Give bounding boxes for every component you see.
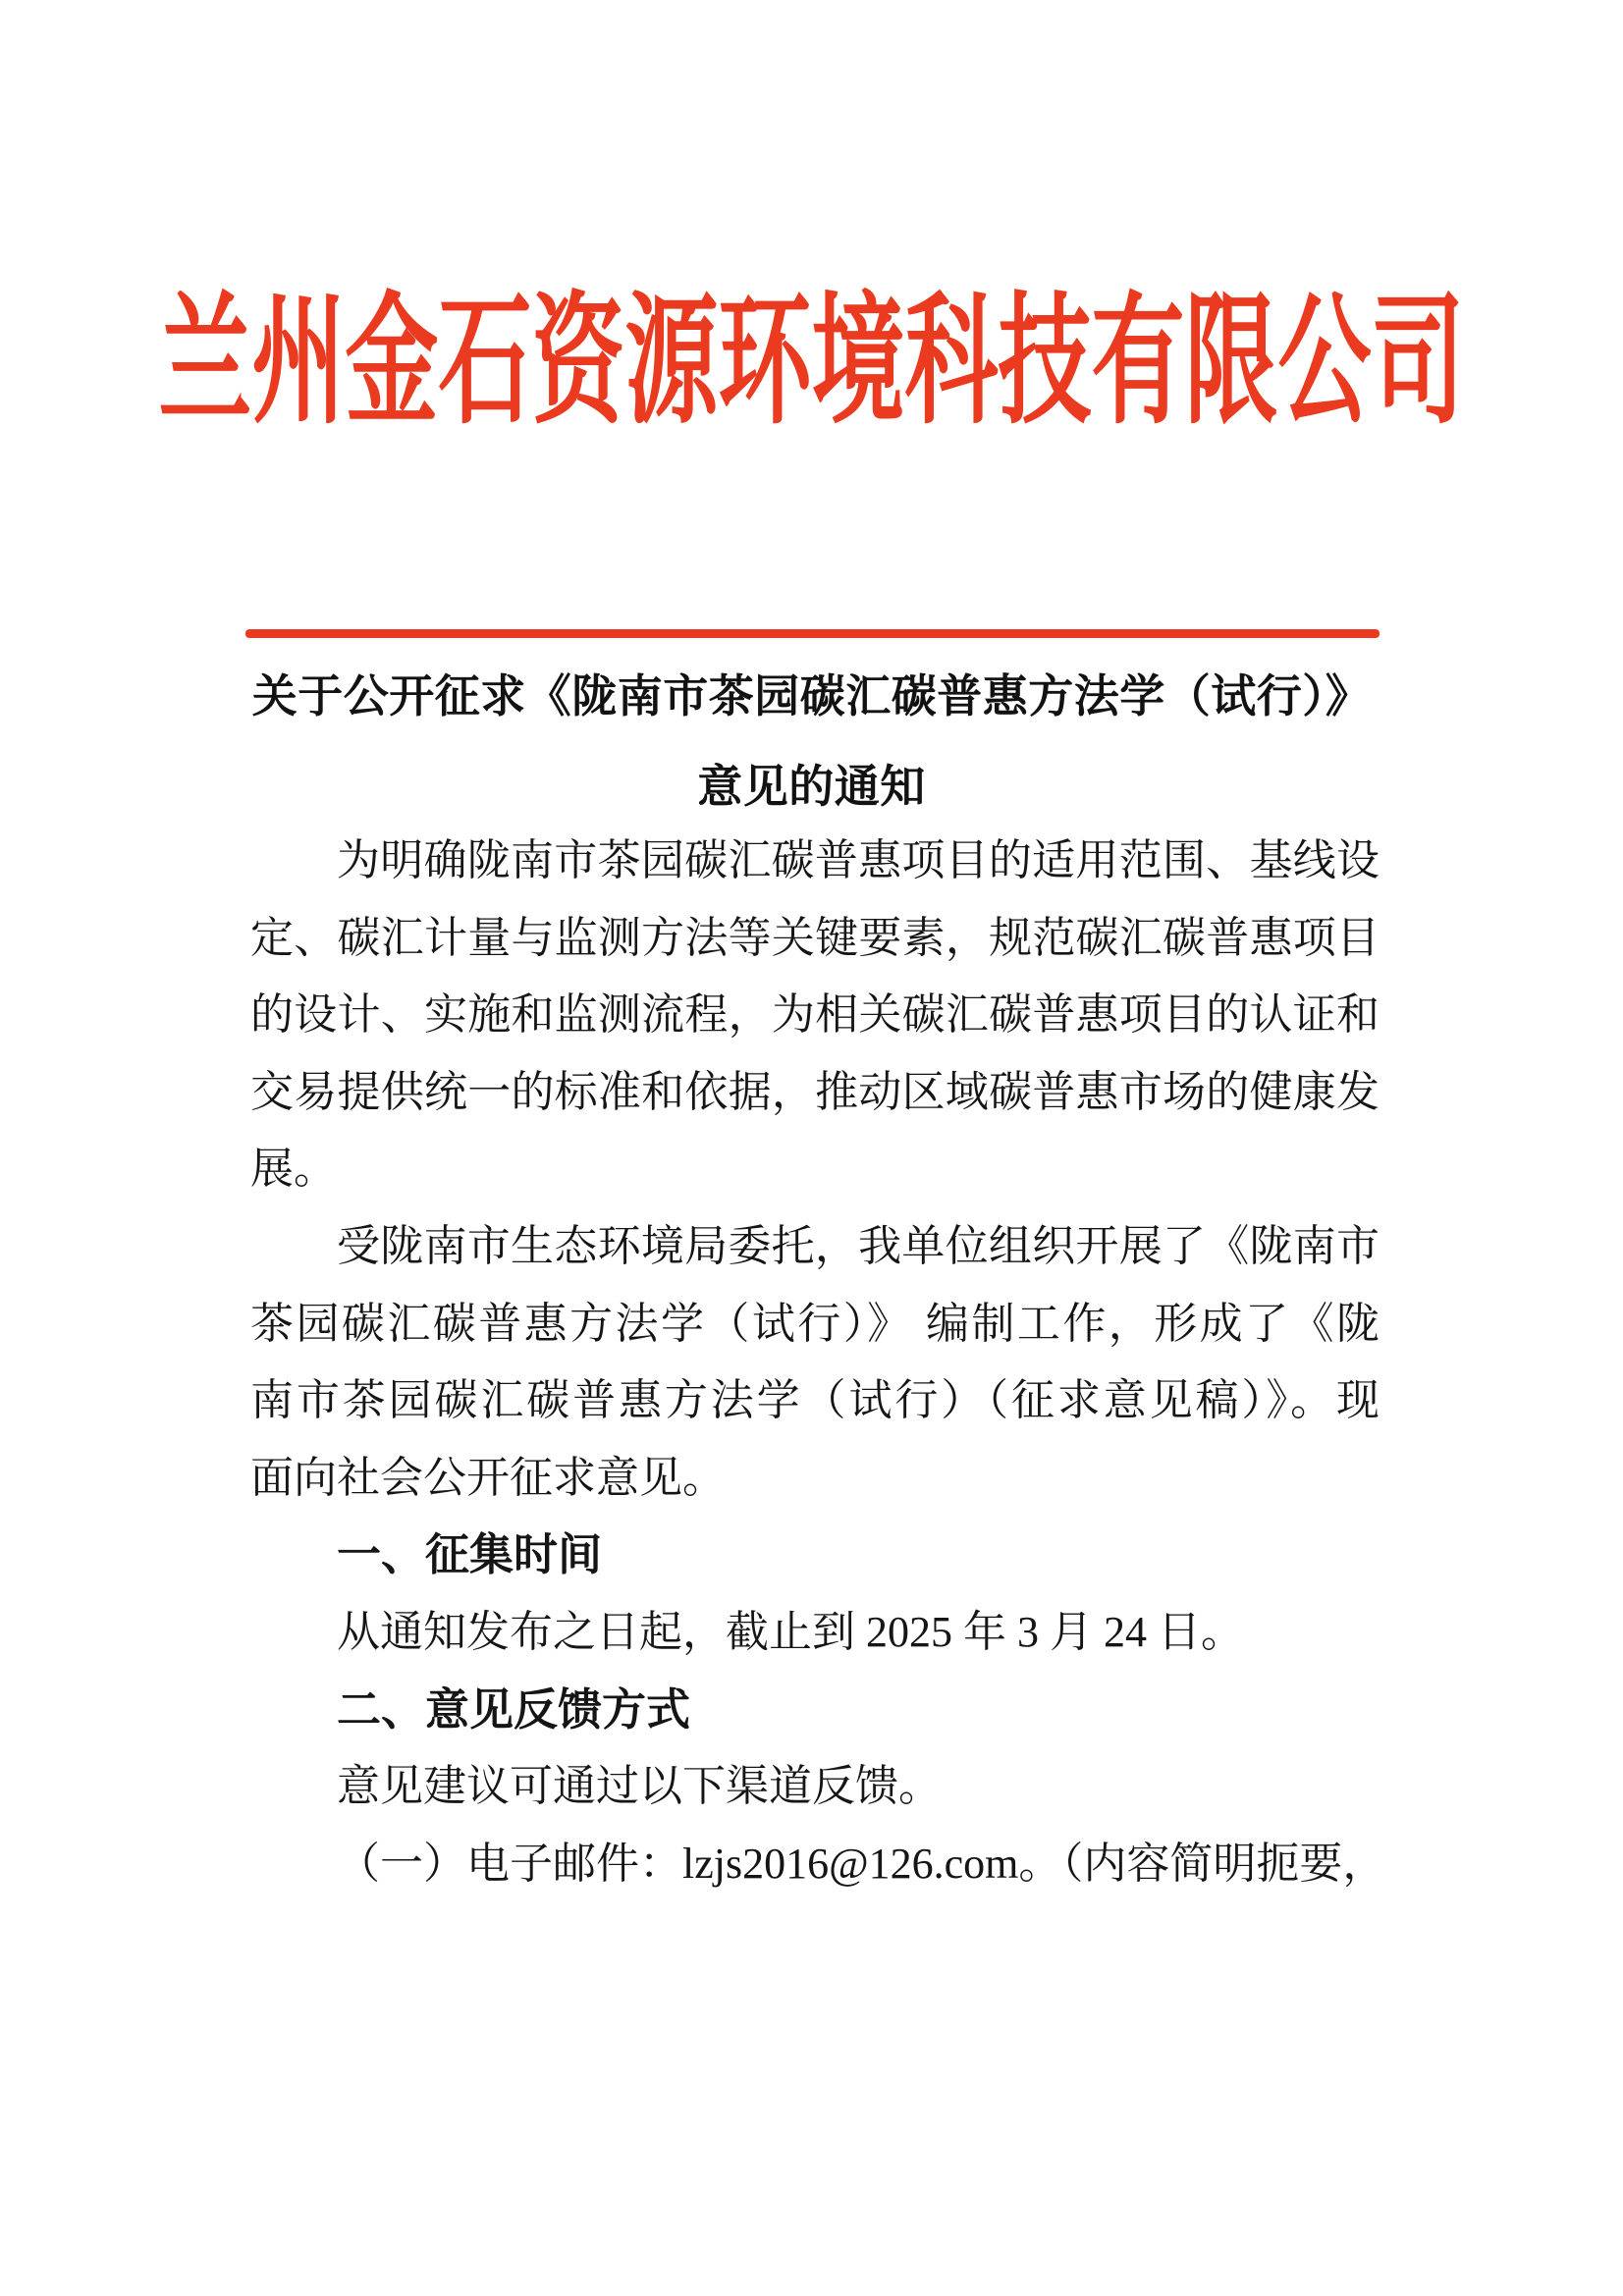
body-line: 定、碳汇计量与监测方法等关键要素，规范碳汇碳普惠项目 <box>250 913 1380 962</box>
document-title-line1: 关于公开征求《陇南市茶园碳汇碳普惠方法学（试行）》 <box>251 671 1372 721</box>
body-line: 茶园碳汇碳普惠方法学（试行）》 编制工作，形成了《陇 <box>250 1299 1380 1348</box>
body-line: 展。 <box>250 1145 337 1194</box>
body-line: 南市茶园碳汇碳普惠方法学（试行）（征求意见稿）》。现 <box>250 1376 1380 1425</box>
body-line: 交易提供统一的标准和依据，推动区域碳普惠市场的健康发 <box>250 1067 1380 1116</box>
letterhead-divider-rule <box>245 629 1380 638</box>
document-title-line2: 意见的通知 <box>697 762 926 812</box>
body-line: 意见建议可通过以下渠道反馈。 <box>337 1762 942 1811</box>
body-line-deadline: 从通知发布之日起，截止到 2025 年 3 月 24 日。 <box>337 1607 1244 1656</box>
section-header-collection-time: 一、征集时间 <box>337 1529 603 1580</box>
company-letterhead <box>0 283 1623 442</box>
document-body <box>250 823 1386 1902</box>
section-header-feedback-method: 二、意见反馈方式 <box>337 1683 691 1735</box>
body-line: 为明确陇南市茶园碳汇碳普惠项目的适用范围、基线设 <box>337 836 1380 884</box>
body-line: 受陇南市生态环境局委托，我单位组织开展了《陇南市 <box>337 1221 1380 1270</box>
body-line: 面向社会公开征求意见。 <box>250 1453 726 1502</box>
company-name: 兰州金石资源环境科技有限公司 <box>158 283 1465 442</box>
body-line: 的设计、实施和监测流程，为相关碳汇碳普惠项目的认证和 <box>250 990 1380 1040</box>
body-line-email: （一）电子邮件：lzjs2016@126.com。（内容简明扼要， <box>337 1839 1386 1888</box>
document-title <box>147 652 1476 832</box>
